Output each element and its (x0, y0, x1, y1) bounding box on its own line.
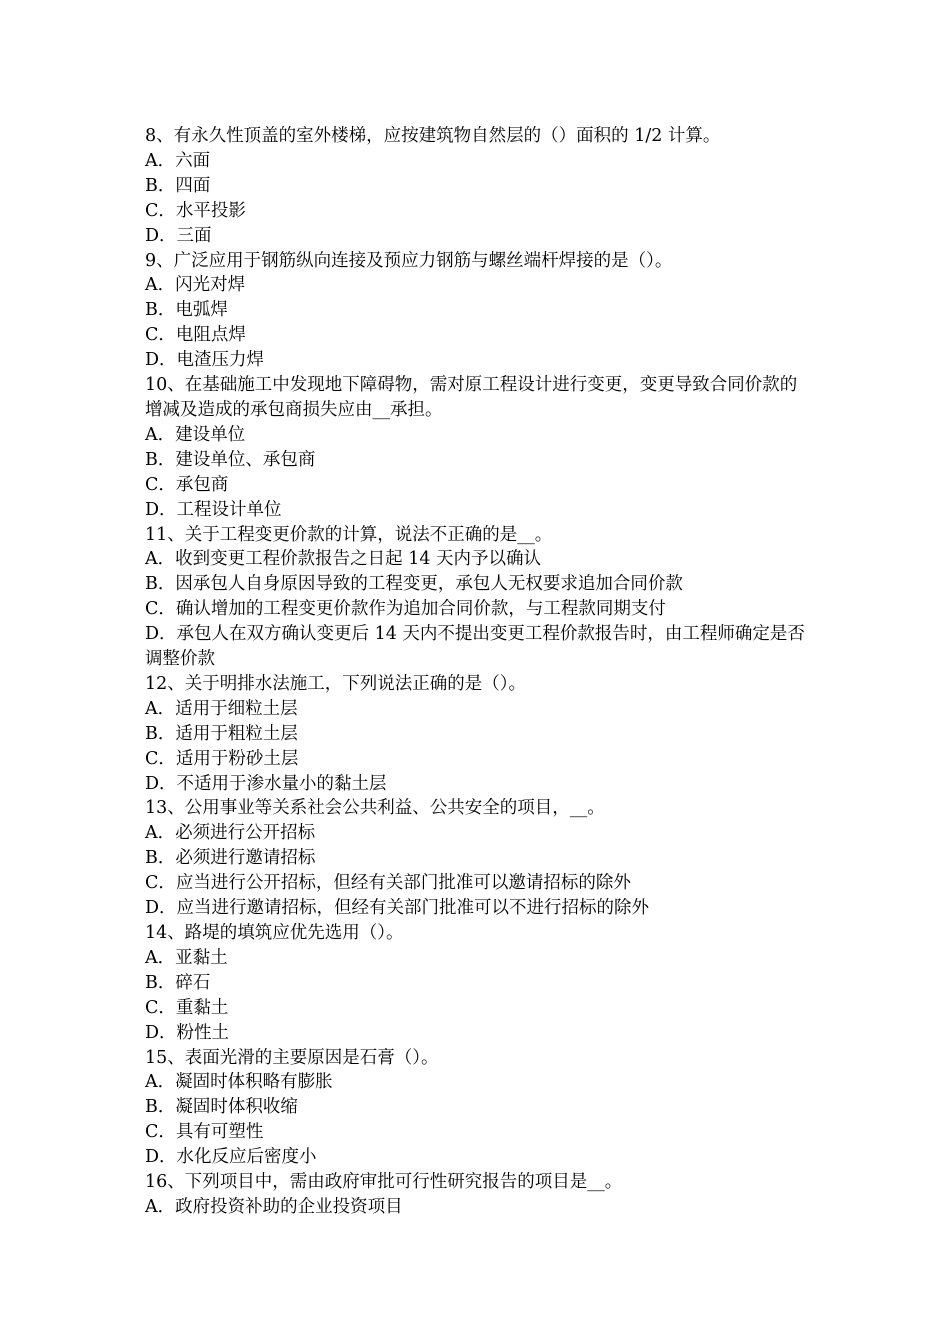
option-12-c: C．适用于粉砂土层 (145, 748, 299, 769)
option-10-d: D．工程设计单位 (145, 499, 282, 520)
document-body (145, 124, 810, 1220)
option-10-b: B．建设单位、承包商 (145, 449, 316, 470)
option-8-d: D．三面 (145, 225, 212, 246)
option-14-b: B．碎石 (145, 972, 211, 993)
option-9-b: B．电弧焊 (145, 300, 228, 321)
option-14-d: D．粉性土 (145, 1022, 230, 1043)
option-15-c: C．具有可塑性 (145, 1122, 264, 1143)
question-11: 11、关于工程变更价款的计算，说法不正确的是__。 (145, 524, 553, 545)
question-16: 16、下列项目中，需由政府审批可行性研究报告的项目是__。 (145, 1172, 623, 1193)
option-15-d: D．水化反应后密度小 (145, 1147, 317, 1168)
option-9-c: C．电阻点焊 (145, 325, 246, 346)
option-15-b: B．凝固时体积收缩 (145, 1097, 298, 1118)
question-14: 14、路堤的填筑应优先选用（）。 (145, 923, 404, 943)
option-14-a: A．亚黏土 (145, 947, 228, 968)
option-8-b: B．四面 (145, 175, 211, 196)
option-13-a: A．必须进行公开招标 (145, 823, 316, 844)
option-12-b: B．适用于粗粒土层 (145, 723, 298, 744)
question-15: 15、表面光滑的主要原因是石膏（）。 (145, 1047, 439, 1068)
option-13-c: C．应当进行公开招标，但经有关部门批准可以邀请招标的除外 (145, 873, 631, 894)
option-10-c: C．承包商 (145, 474, 229, 495)
question-9: 9、广泛应用于钢筋纵向连接及预应力钢筋与螺丝端杆焊接的是（）。 (145, 250, 673, 271)
question-12: 12、关于明排水法施工，下列说法正确的是（）。 (145, 673, 527, 694)
option-8-c: C．水平投影 (145, 200, 246, 221)
question-13: 13、公用事业等关系社会公共利益、公共安全的项目，__。 (145, 798, 605, 819)
option-15-a: A．凝固时体积略有膨胀 (145, 1072, 333, 1093)
option-11-c: C．确认增加的工程变更价款作为追加合同价款，与工程款同期支付 (145, 599, 666, 620)
option-12-a: A．适用于细粒土层 (145, 698, 298, 719)
option-13-d: D．应当进行邀请招标，但经有关部门批准可以不进行招标的除外 (145, 898, 650, 919)
question-10: 10、在基础施工中发现地下障碍物，需对原工程设计进行变更，变更导致合同价款的增减及造成的承包商损失应由__承担。 (145, 375, 798, 420)
option-10-a: A．建设单位 (145, 424, 246, 445)
option-14-c: C．重黏土 (145, 997, 229, 1018)
option-11-d: D．承包人在双方确认变更后 14 天内不提出变更工程价款报告时，由工程师确定是否调整价款 (145, 624, 805, 670)
option-8-a: A．六面 (145, 150, 211, 171)
option-11-a: A．收到变更工程价款报告之日起 14 天内予以确认 (145, 549, 542, 570)
option-9-d: D．电渣压力焊 (145, 350, 265, 371)
option-13-b: B．必须进行邀请招标 (145, 848, 316, 869)
option-11-b: B．因承包人自身原因导致的工程变更，承包人无权要求追加合同价款 (145, 574, 683, 595)
question-8: 8、有永久性顶盖的室外楼梯，应按建筑物自然层的（）面积的 1/2 计算。 (145, 126, 721, 146)
option-12-d: D．不适用于渗水量小的黏土层 (145, 773, 387, 794)
option-16-a: A．政府投资补助的企业投资项目 (145, 1196, 403, 1217)
option-9-a: A．闪光对焊 (145, 275, 246, 296)
